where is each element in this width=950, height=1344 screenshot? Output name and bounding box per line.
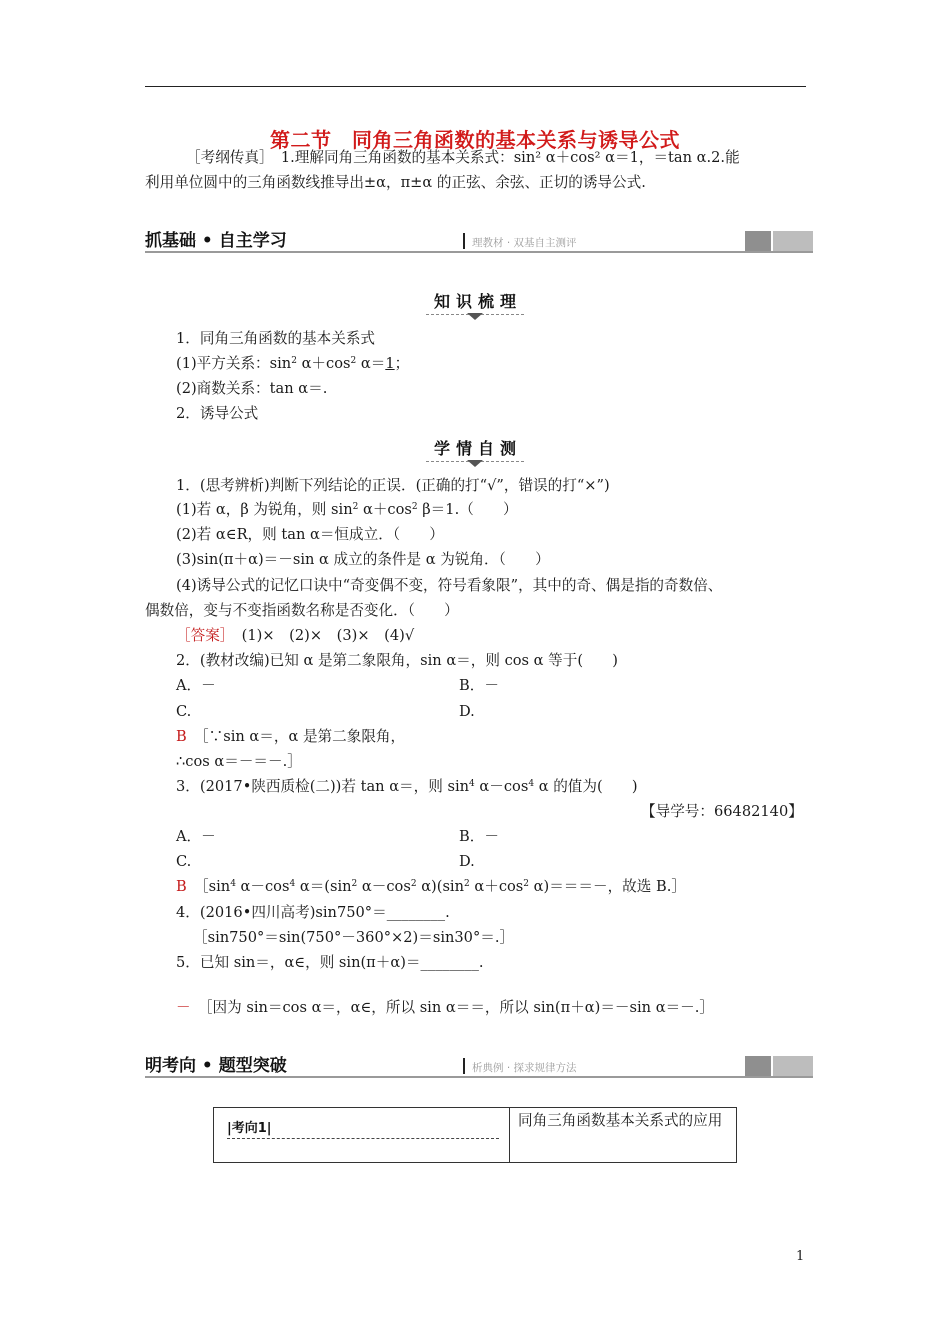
answer-line [176,626,414,646]
question-2: 2．(教材改编)已知 α 是第二象限角，sin α＝，则 cos α 等于( ) [176,652,618,669]
solution-text: ［因为 sin＝cos α＝，α∈，所以 sin α＝＝，所以 sin(π＋α)＝－sin α＝－.］ [205,999,714,1016]
option-b: B．－ [459,828,499,845]
answer-value: － [176,999,191,1016]
solution-line [176,727,405,747]
knowledge-item: (2)商数关系：tan α＝. [176,380,328,397]
answer-letter: B [176,728,187,745]
option-c: C. [176,853,192,870]
option-d: D. [459,703,475,720]
option-d: D. [459,853,475,870]
page-title: 第二节 同角三角函数的基本关系与诱导公式 [270,128,680,152]
intro-line-1: ［考纲传真］ 1.理解同角三角函数的基本关系式：sin² α＋cos² α＝1，＝tan α.2.能 [186,149,740,166]
section-bar-basics [145,231,813,253]
knowledge-item: (1)平方关系：$\sin^2 \alpha+\cos^2$ α＝1； [176,355,410,372]
option-a: A．－ [176,828,216,845]
section-title: 抓基础 • 自主学习 [145,231,287,251]
dashed-rule [227,1138,499,1139]
question-line: (2)若 α∈R，则 tan α＝恒成立．（ ） [176,526,444,543]
solution-line: B $[\sin^4$ $\alpha-\cos^4$ $\alpha=(\sin^2$ $\alpha-\cos^2$ $\alpha)(\sin^2$ $\alpha+\cos^2$ α)＝＝＝－，故选 B.］ [176,878,686,895]
subheading-knowledge [0,289,950,315]
section-separator [463,1058,465,1074]
solution-line: ［sin750°＝sin(750°－360°×2)＝sin30°＝.］ [193,929,515,946]
option-c: C. [176,703,192,720]
topic-text: 同角三角函数基本关系式的应用 [518,1112,723,1129]
subheading-text: 学情自测 [426,436,524,462]
section-underline [145,1076,813,1078]
section-subtitle: 理教材 · 双基自主测评 [472,237,577,249]
question-line: (4)诱导公式的记忆口诀中“奇变偶不变，符号看象限”，其中的奇、偶是指的奇数倍、 [176,577,723,594]
answer-label: ［答案］ [176,627,228,644]
triangle-marker-icon [467,460,483,467]
knowledge-item: 1．同角三角函数的基本关系式 [176,330,376,347]
page-number: 1 [796,1249,805,1264]
solution-line: ∴cos α＝－＝－.］ [176,753,302,770]
triangle-marker-icon [467,313,483,320]
option-b: B．－ [459,677,499,694]
header-rule [145,86,806,87]
section-subtitle: 析典例 · 探求规律方法 [472,1062,577,1074]
subheading-text: 知识梳理 [426,289,524,315]
answer-text: (1)× (2)× (3)× (4)√ [227,627,415,644]
intro-line-2: 利用单位圆中的三角函数线推导出±α，π±α 的正弦、余弦、正切的诱导公式. [145,174,646,191]
subheading-selftest [0,436,950,462]
section-bar-directions [145,1056,813,1078]
section-separator [463,233,465,249]
decor-block [773,1056,813,1076]
option-a: A．－ [176,677,216,694]
question-3: 3．(2017•陕西质检(二))若 tan α＝，则 $\sin^4 \alpha-\cos^4$ α 的值为( ) [176,778,638,795]
knowledge-item: 2．诱导公式 [176,405,259,422]
question-5: 5．已知 sin＝，α∈，则 sin(π＋α)＝________. [176,954,484,971]
question-line: 偶数倍，变与不变指函数名称是否变化．（ ） [145,602,459,619]
section-underline [145,251,813,253]
box-divider [509,1108,510,1162]
decor-block [745,231,771,251]
topic-tag: |考向1| [227,1121,272,1136]
reference-tag: 【导学号：66482140】 [641,803,803,820]
question-line: (1)若 α，β 为锐角，则 $\sin^2 \alpha+\cos^2$ β＝1.（ ） [176,501,518,518]
question-4: 4．(2016•四川高考)sin750°＝________. [176,904,450,921]
question-line: 1．(思考辨析)判断下列结论的正误．(正确的打“√”，错误的打“×”) [176,477,610,494]
decor-block [773,231,813,251]
question-line: (3)sin(π＋α)＝－sin α 成立的条件是 α 为锐角．（ ） [176,551,550,568]
section-title: 明考向 • 题型突破 [145,1056,287,1076]
solution-text: ［∵sin α＝，α 是第二象限角， [201,728,406,745]
answer-letter: B [176,878,187,895]
solution-line [176,998,714,1018]
decor-block [745,1056,771,1076]
topic-box [213,1107,737,1163]
